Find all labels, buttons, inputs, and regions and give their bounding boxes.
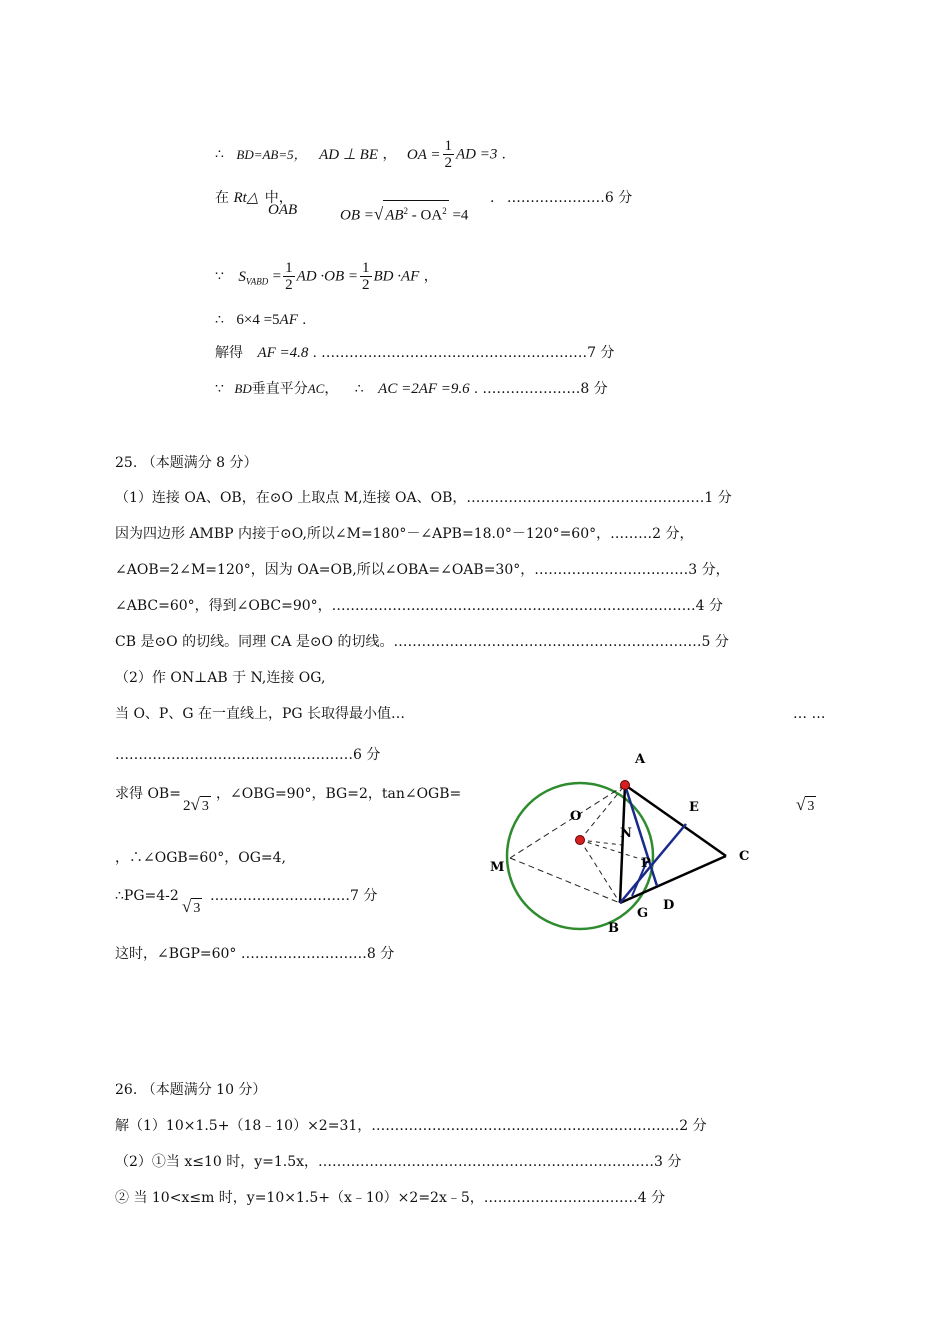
period: .	[501, 146, 506, 163]
line-ab	[620, 785, 625, 903]
ad-perp-be: AD ⊥ BE	[319, 146, 378, 163]
bd-ab-text: BD=AB=5，	[236, 146, 307, 162]
label-d: D	[663, 898, 675, 913]
label-p: P	[641, 856, 651, 871]
line-on	[580, 840, 622, 845]
s25-line-9-rest: ，∠OBG=90°，BG=2，tan∠OGB=	[216, 786, 462, 802]
product-eq: 6×4 =5	[236, 312, 280, 328]
label-a: A	[635, 752, 646, 767]
therefore-symbol: ∴	[215, 312, 224, 328]
ad-eq-3: AD =3	[456, 146, 498, 163]
s26-line-3: ② 当 10<x≤m 时，y=10×1.5+（x﹣10）×2=2x﹣5，……………………………4 分	[115, 1190, 666, 1206]
therefore-symbol: ∴	[354, 381, 364, 397]
ob-eq-text: 求得 OB=	[115, 786, 181, 802]
fraction-half	[443, 138, 455, 171]
af-value: AF =4.8	[257, 345, 309, 361]
af-term: AF	[279, 312, 298, 328]
because-symbol: ∵	[215, 268, 224, 285]
ad-ob: AD ·OB =	[296, 268, 358, 285]
label-n: N	[620, 826, 632, 841]
score-6: …………………6 分	[506, 190, 633, 206]
area-s: S	[238, 268, 246, 285]
s24-line-4	[215, 310, 306, 330]
label-e: E	[689, 800, 699, 815]
s24-line-5	[215, 343, 614, 363]
s25-line-9	[115, 784, 181, 804]
s26-line-1: 解（1）10×1.5+（18﹣10）×2=31，…………………………………………………………2 分	[115, 1118, 707, 1134]
score-8: …………………8 分	[482, 381, 608, 397]
denominator: 2	[444, 155, 452, 171]
period: .	[302, 312, 307, 328]
radical-content: 3	[200, 796, 211, 817]
s25-line-7: 当 O、P、G 在一直线上，PG 长取得最小值…	[115, 706, 406, 722]
s24-line-2-oab	[268, 200, 297, 220]
s24-line-2-formula	[340, 200, 468, 227]
s25-line-5: CB 是⊙O 的切线。同理 CA 是⊙O 的切线。…………………………………………………………5 分	[115, 634, 729, 650]
period: .	[312, 345, 317, 361]
exponent-2: 2	[442, 206, 447, 216]
s25-line-10: ，∴∠OGB=60°，OG=4,	[115, 850, 286, 866]
ac-term: AC	[307, 381, 325, 396]
oab-label: OAB	[268, 202, 298, 218]
line-ob	[580, 840, 620, 903]
period: .	[490, 190, 495, 206]
period: .	[474, 381, 478, 397]
radical-sign: √	[190, 795, 200, 814]
because-symbol: ∵	[215, 381, 224, 397]
radical-sign: √	[796, 795, 806, 814]
bd-term: BD	[234, 381, 252, 396]
coefficient: 2	[183, 798, 191, 814]
s25-line-2: 因为四边形 AMBP 内接于⊙O,所以∠M=180°－∠APB=18.0°－120°=60°，………2 分，	[115, 526, 694, 542]
label-g: G	[637, 906, 649, 921]
bd-af: BD ·AF	[373, 268, 420, 285]
s24-line-2-score	[490, 188, 632, 208]
label-b: B	[608, 921, 619, 936]
fraction-half-1	[283, 260, 295, 293]
minus-oa: - OA	[408, 207, 443, 224]
s25-ob-value	[183, 795, 211, 817]
s24-line-6	[215, 379, 608, 399]
s25-line-8: ……………………………………………6 分	[115, 747, 381, 763]
line-mb	[510, 858, 620, 903]
radical-sign: √	[182, 897, 192, 916]
line-ma	[510, 785, 625, 858]
s25-line-7-dots: … …	[793, 706, 826, 722]
s25-title: 25. （本题满分 8 分）	[115, 455, 258, 471]
s24-line-1	[215, 138, 506, 171]
label-o: O	[570, 809, 582, 824]
s25-tan-value	[796, 795, 816, 817]
line-bc	[620, 856, 726, 903]
s25-line-12: 这时，∠BGP=60° ………………………8 分	[115, 946, 395, 962]
line-op	[580, 840, 647, 861]
s25-line-3: ∠AOB=2∠M=120°，因为 OA=OB,所以∠OBA=∠OAB=30°，……………………………3 分，	[115, 562, 730, 578]
label-c: C	[739, 849, 750, 864]
s25-line-6: （2）作 ON⊥AB 于 N,连接 OG,	[115, 670, 326, 686]
numerator: 1	[362, 260, 370, 276]
label-m: M	[490, 860, 505, 875]
denominator: 2	[285, 277, 293, 293]
fraction-half-2	[360, 260, 372, 293]
rt-triangle: Rt△	[233, 190, 259, 206]
radical-sign: √	[373, 204, 384, 224]
comma: ，	[324, 381, 339, 397]
denominator: 2	[362, 277, 370, 293]
exponent: 2	[403, 206, 409, 216]
bisect-text: 垂直平分	[251, 381, 308, 397]
ob-eq: OB =	[340, 207, 374, 224]
point-o	[576, 836, 585, 845]
ac-value: AC =2AF =9.6	[378, 381, 470, 397]
eq-4: =4	[448, 207, 469, 224]
numerator: 1	[444, 138, 452, 154]
s25-line-4: ∠ABC=60°，得到∠OBC=90°，……………………………………………………………………4 分	[115, 598, 724, 614]
point-a	[621, 781, 630, 790]
radical-content	[383, 200, 449, 227]
numerator: 1	[285, 260, 293, 276]
s26-line-2: （2）①当 x≤10 时，y=1.5x，………………………………………………………………3 分	[115, 1154, 682, 1170]
comma: ，	[423, 268, 438, 285]
s26-title: 26. （本题满分 10 分）	[115, 1082, 267, 1098]
pg-eq: ∴PG=4-2	[115, 888, 179, 904]
s25-line-11-score: …………………………7 分	[210, 888, 378, 904]
s25-pg-radical	[182, 897, 202, 919]
s25-line-11	[115, 886, 179, 906]
s24-line-3	[215, 260, 438, 293]
line-ac	[625, 785, 726, 856]
zhong-text: 中，	[264, 190, 293, 206]
radical-content: 3	[805, 796, 816, 817]
oa-eq: OA =	[406, 146, 441, 163]
ab-term: AB	[385, 207, 404, 224]
zai-text: 在	[215, 190, 229, 206]
comma: ，	[382, 146, 397, 163]
s25-line-1: （1）连接 OA、OB，在⊙O 上取点 M,连接 OA、OB，……………………………………………1 分	[115, 490, 732, 506]
equals: =	[272, 268, 282, 285]
score-7: …………………………………………………7 分	[321, 345, 615, 361]
jiede-text: 解得	[215, 345, 243, 361]
radical-content: 3	[191, 898, 202, 919]
geometry-figure	[480, 745, 770, 945]
area-subscript: VABD	[245, 276, 269, 287]
therefore-symbol: ∴	[215, 146, 224, 163]
